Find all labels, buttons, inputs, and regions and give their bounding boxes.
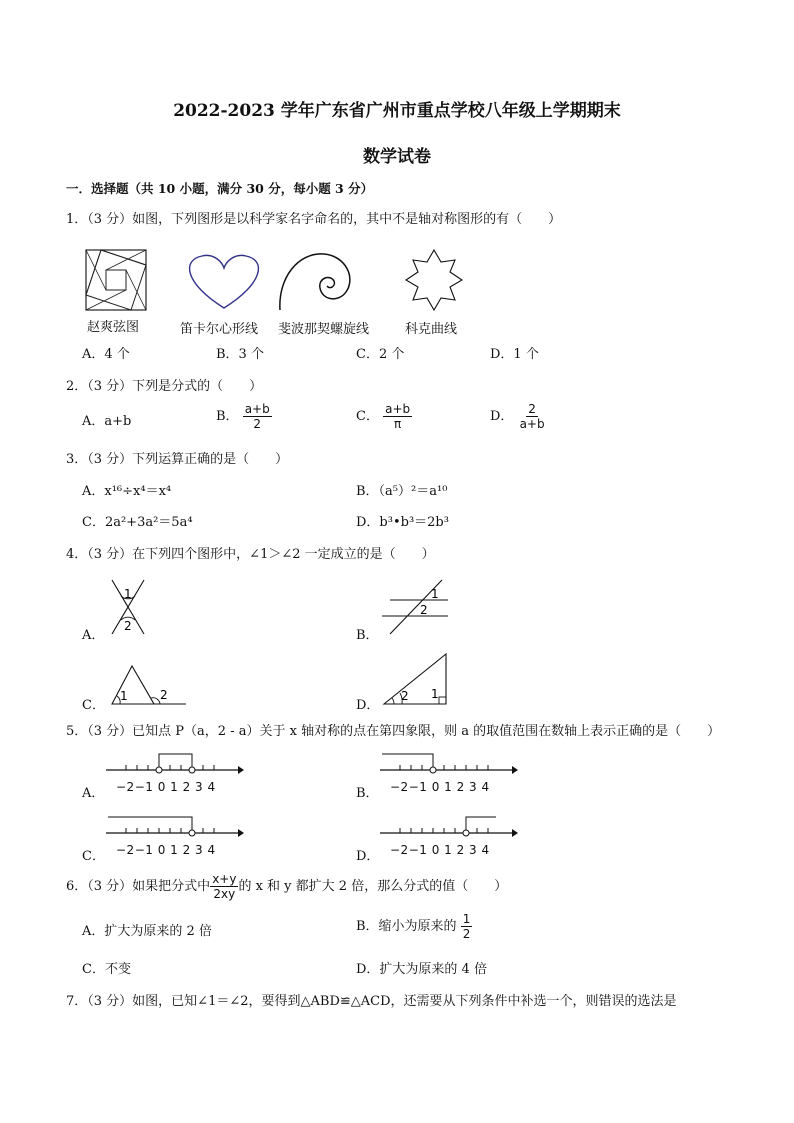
q4-figure-d bbox=[380, 652, 452, 708]
q2-option-c bbox=[356, 402, 412, 431]
q5-label-b: B． bbox=[356, 786, 379, 801]
q1-option-a: A．4 个 bbox=[82, 347, 130, 362]
q4c-angle-2: 2 bbox=[160, 688, 168, 702]
q4-label-b: B． bbox=[356, 628, 379, 643]
q2-option-d-fraction: $\frac{2}{a+b}$ bbox=[519, 402, 545, 431]
q1-caption-1: 赵爽弦图 bbox=[87, 320, 140, 335]
q6-option-b-fraction: $\frac{1}{2}$ bbox=[462, 912, 471, 941]
q4b-angle-1: 1 bbox=[431, 587, 439, 601]
q4-figure-c bbox=[104, 662, 194, 708]
q5-label-d: D． bbox=[356, 849, 380, 864]
question-5-stem: 5．（3 分）已知点 P（a，2 - a）关于 x 轴对称的点在第四象限，则 a 的取值范围在数轴上表示正确的是（ ） bbox=[66, 724, 721, 739]
section-heading: 一．选择题（共 10 小题，满分 30 分，每小题 3 分） bbox=[66, 181, 374, 196]
q2-option-b-fraction: $\frac{a+b}{2}$ bbox=[244, 402, 270, 431]
q4b-angle-2: 2 bbox=[420, 603, 428, 617]
q5-ticks-d: −2−1 0 1 2 3 4 bbox=[390, 843, 490, 857]
q4-figure-a bbox=[104, 578, 154, 638]
q5-label-c: C． bbox=[82, 849, 105, 864]
fibonacci-spiral-figure bbox=[280, 254, 350, 310]
q1-figures bbox=[84, 248, 484, 316]
q5-ticks-b: −2−1 0 1 2 3 4 bbox=[390, 780, 490, 794]
q5-numberline-d bbox=[378, 813, 518, 843]
q5-numberline-b bbox=[378, 750, 518, 780]
q4-label-a: A． bbox=[82, 628, 105, 643]
question-2-stem: 2．（3 分）下列是分式的（ ） bbox=[66, 379, 263, 394]
q5-numberline-a bbox=[104, 750, 244, 780]
question-7-stem: 7．（3 分）如图，已知∠1＝∠2，要得到△ABD≌△ACD，还需要从下列条件中补选一个，则错误的选法是 bbox=[66, 994, 677, 1009]
q4-label-d: D． bbox=[356, 698, 380, 713]
q1-option-d: D．1 个 bbox=[490, 347, 539, 362]
q5-ticks-c: −2−1 0 1 2 3 4 bbox=[116, 843, 216, 857]
q5-numberline-c bbox=[104, 813, 244, 843]
q2-option-c-fraction: $\frac{a+b}{\pi}$ bbox=[385, 402, 411, 431]
q3-option-c: C．2a²+3a²＝5a⁴ bbox=[82, 515, 193, 530]
q1-option-c: C．2 个 bbox=[356, 347, 405, 362]
q4-figure-b bbox=[378, 578, 458, 638]
zhao-shuang-figure bbox=[86, 250, 146, 310]
q1-caption-3: 斐波那契螺旋线 bbox=[278, 322, 370, 337]
q6-option-d: D．扩大为原来的 4 倍 bbox=[356, 962, 487, 977]
q6-stem-before: 6．（3 分）如果把分式中 bbox=[66, 879, 211, 894]
q6-option-b bbox=[356, 912, 472, 941]
q2-option-c-prefix: C． bbox=[356, 409, 379, 424]
q4-label-c: C． bbox=[82, 698, 105, 713]
q2-option-a: A．a+b bbox=[82, 414, 132, 429]
q5-ticks-a: −2−1 0 1 2 3 4 bbox=[116, 780, 216, 794]
q2-option-d-prefix: D． bbox=[490, 409, 514, 424]
q4a-angle-2: 2 bbox=[124, 619, 132, 633]
q2-option-d bbox=[490, 402, 547, 431]
cardioid-figure bbox=[190, 255, 259, 308]
q6-fraction: $\frac{x+y}{2xy}$ bbox=[212, 872, 237, 901]
q3-option-b: B．（a⁵）²＝a¹⁰ bbox=[356, 484, 448, 499]
q3-option-a: A．x¹⁶÷x⁴＝x⁴ bbox=[82, 484, 172, 499]
paper-title-line1: 2022-2023 学年广东省广州市重点学校八年级上学期期末 bbox=[173, 101, 621, 121]
q2-option-b bbox=[216, 402, 272, 431]
q4d-angle-1: 1 bbox=[431, 687, 439, 701]
q4d-angle-2: 2 bbox=[401, 689, 409, 703]
paper-title-line2: 数学试卷 bbox=[363, 147, 431, 167]
q1-caption-4: 科克曲线 bbox=[405, 322, 458, 337]
q3-option-d: D．b³•b³＝2b³ bbox=[356, 515, 449, 530]
q6-option-a: A．扩大为原来的 2 倍 bbox=[82, 924, 212, 939]
q6-option-b-prefix: B．缩小为原来的 bbox=[356, 919, 457, 934]
q5-label-a: A． bbox=[82, 786, 105, 801]
q6-stem-after: 的 x 和 y 都扩大 2 倍，那么分式的值（ ） bbox=[238, 879, 508, 894]
question-4-stem: 4．（3 分）在下列四个图形中，∠1＞∠2 一定成立的是（ ） bbox=[66, 547, 435, 562]
q1-option-b: B．3 个 bbox=[216, 347, 264, 362]
q4a-angle-1: 1 bbox=[124, 587, 132, 601]
q4c-angle-1: 1 bbox=[120, 689, 128, 703]
q6-option-c: C．不变 bbox=[82, 962, 131, 977]
koch-curve-figure bbox=[406, 250, 462, 310]
question-3-stem: 3．（3 分）下列运算正确的是（ ） bbox=[66, 452, 289, 467]
question-1-stem: 1．（3 分）如图，下列图形是以科学家名字命名的，其中不是轴对称图形的有（ ） bbox=[66, 212, 562, 227]
q2-option-b-prefix: B． bbox=[216, 409, 239, 424]
q1-caption-2: 笛卡尔心形线 bbox=[180, 322, 259, 337]
question-6-stem bbox=[66, 872, 507, 901]
